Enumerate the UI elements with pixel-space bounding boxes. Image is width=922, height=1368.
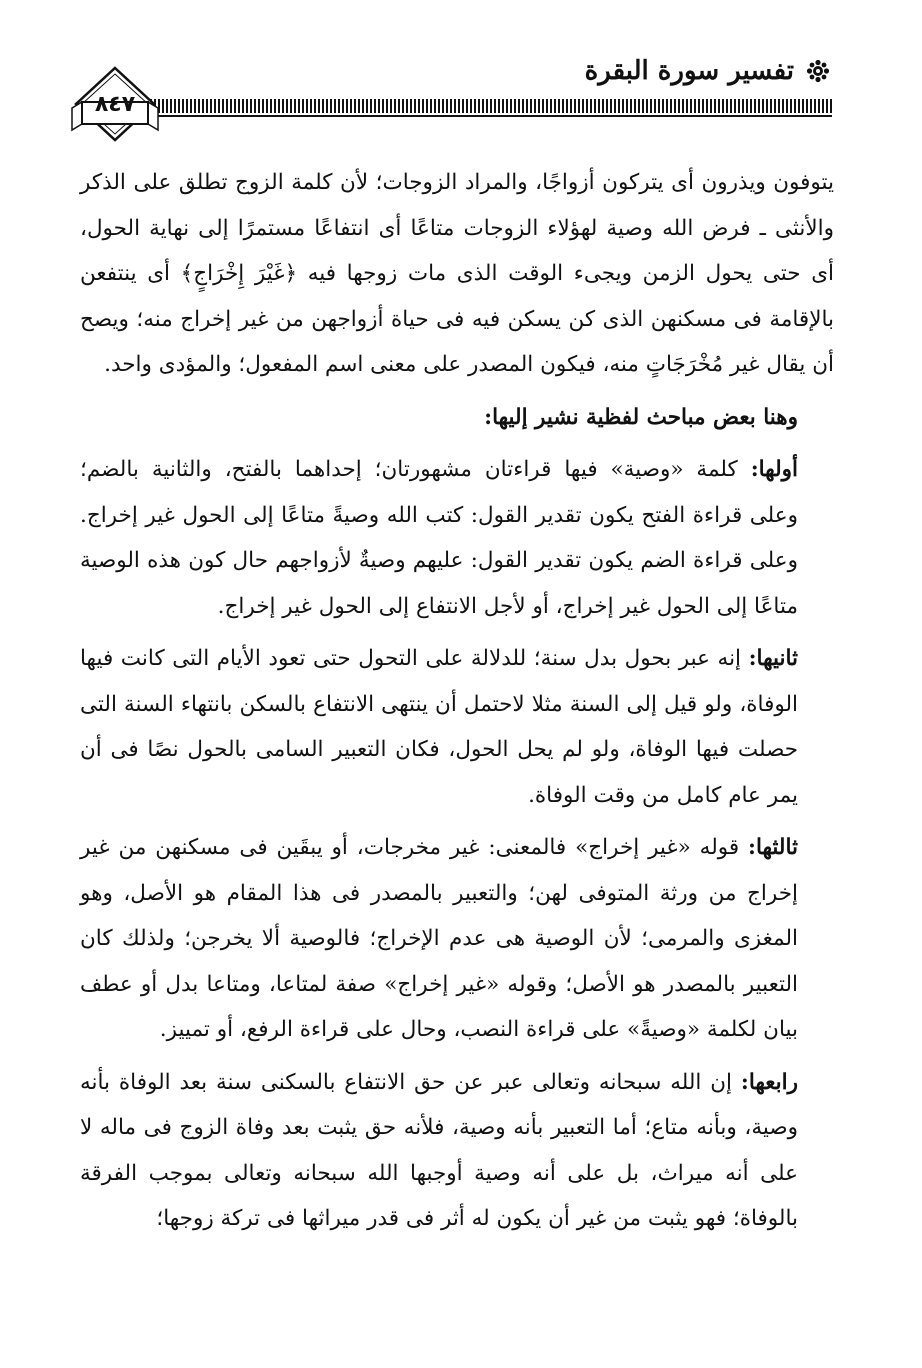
paragraph-5-lead: رابعها: <box>740 1069 798 1095</box>
running-title-text: تفسير سورة البقرة <box>584 56 794 86</box>
page-header <box>0 0 922 150</box>
paragraph-2-lead: أولها: <box>750 457 798 482</box>
paragraph-3-text: إنه عبر بحول بدل سنة؛ للدلالة على التحول حتى تعود الأيام التى كانت فيها الوفاة، ولو قيل إلى السنة مثلا لاحتمل أن ينتهى الانتفاع بالسكن بانتهاء السنة التى حصلت فيها الوفاة، ولو لم يحل الحول، فكان التعبير السامى بالحول نصًا فى أن يمر عام كامل من وقت الوفاة. <box>80 646 798 808</box>
paragraph-5 <box>80 1060 834 1242</box>
paragraph-2-text: كلمة «وصية» فيها قراءتان مشهورتان؛ إحداهما بالفتح، والثانية بالضم؛ وعلى قراءة الفتح يكون تقدير القول: كتب الله وصيةً متاعًا إلى الحول غير إخراج. وعلى قراءة الضم يكون تقدير القول: عليهم وصيةٌ لأزواجهم حال كون هذه الوصية متاعًا إلى الحول غير إخراج، أو لأجل الانتفاع إلى الحول غير إخراج. <box>80 457 798 619</box>
paragraph-5-text: إن الله سبحانه وتعالى عبر عن حق الانتفاع بالسكنى سنة بعد الوفاة بأنه وصية، وبأنه متاع؛ أما التعبير بأنه وصية، فلأنه حق يثبت بعد وفاة الزوج فى ماله لا على أنه ميراث، بل على أنه وصية أوجبها الله سبحانه وتعالى بموجب الفرقة بالوفاة؛ فهو يثبت من غير أن يكون له أثر فى قدر ميراثها فى تركة زوجها؛ <box>80 1069 798 1231</box>
paragraph-3 <box>80 636 834 818</box>
section-heading: وهنا بعض مباحث لفظية نشير إليها: <box>484 404 798 430</box>
body-text <box>80 160 834 1249</box>
header-rule <box>150 99 832 113</box>
page-number-badge <box>70 66 160 146</box>
paragraph-4-text: قوله «غير إخراج» فالمعنى: غير مخرجات، أو يبقَين فى مسكنهن من غير إخراج من ورثة المتوفى لهن؛ والتعبير بالمصدر فى هذا المقام هو الأصل، وهو المغزى والمرمى؛ لأن الوصية هى عدم الإخراج؛ فالوصية ألا يخرجن؛ ولذلك كان التعبير بالمصدر هو الأصل؛ وقوله «غير إخراج» صفة لمتاعا، ومتاعا بدل أو عطف بيان لكلمة «وصيةً» على قراءة النصب، وحال على قراءة الرفع، أو تمييز. <box>80 835 798 1042</box>
page-number: ٨٤٧ <box>94 92 136 117</box>
running-title <box>585 56 830 86</box>
paragraph-4 <box>80 825 834 1053</box>
paragraph-2 <box>80 447 834 629</box>
paragraph-4-lead: ثالثها: <box>748 835 798 860</box>
paragraph-1: يتوفون ويذرون أى يتركون أزواجًا، والمراد الزوجات؛ لأن كلمة الزوج تطلق على الذكر والأنثى ـ فرض الله وصية لهؤلاء الزوجات متاعًا أى انتفاعًا مستمرًا إلى نهاية الحول، أى حتى يحول الزمن ويجىء الوقت الذى مات زوجها فيه ﴿غَيْرَ إِخْرَاجٍ﴾ أى ينتفعن بالإقامة فى مسكنهن الذى كن يسكن فيه فى حياة أزواجهن من غير إخراج منه؛ ويصح أن يقال غير مُخْرَجَاتٍ منه، فيكون المصدر على معنى اسم المفعول؛ والمؤدى واحد. <box>80 170 834 377</box>
paragraph-3-lead: ثانيها: <box>748 646 798 671</box>
flower-ornament-icon <box>806 59 830 83</box>
